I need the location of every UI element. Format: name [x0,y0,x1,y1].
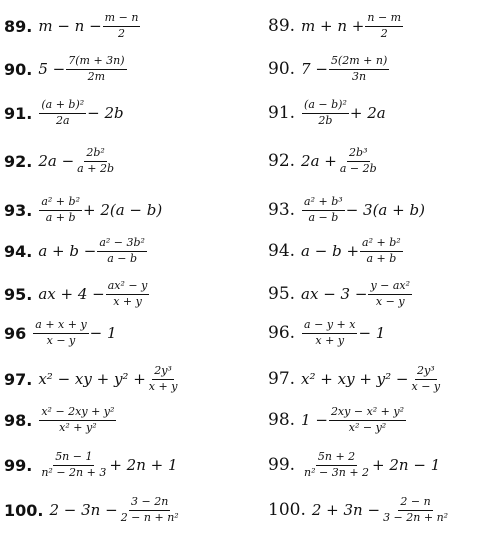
denominator: a + b [366,251,397,265]
problem-number: 90. [4,59,33,79]
expression-term: ax + 4 − [38,285,105,303]
numerator: y − ax² [368,280,412,294]
expression-term: − 1 [89,324,117,342]
problem-number: 93. [268,200,296,220]
fraction [410,365,443,392]
denominator: x − y [46,333,76,347]
expression [301,237,404,264]
problem-row [4,12,141,40]
numerator: a² + b² [39,196,82,210]
fraction [302,451,371,478]
numerator: m − n [103,12,141,26]
numerator: ax² − y [106,280,150,294]
expression-term: 2 − 3n − [49,501,118,519]
fraction [66,55,126,82]
expression-term: m + n + [301,17,365,35]
problem-number: 98. [268,410,296,430]
problem-number: 94. [4,241,33,261]
fraction [119,496,181,523]
denominator: a − b [107,251,138,265]
expression-term: 1 − [301,411,328,429]
numerator: a² − 3b² [97,237,147,251]
expression [301,55,390,82]
numerator: 2 − n [398,496,432,510]
problem-row [268,319,385,347]
problem-row [4,237,148,265]
problem-number: 89. [4,16,33,36]
fraction [75,147,116,174]
fraction [338,147,379,174]
numerator: (a − b)² [302,99,349,113]
numerator: (a + b)² [39,99,86,113]
problem-row [4,99,124,127]
numerator: 7(m + 3n) [66,55,126,69]
expression [312,496,451,523]
denominator: x + y [113,294,142,308]
problem-row [4,196,162,224]
fraction [381,496,450,523]
fraction [103,12,141,39]
problem-row [268,406,407,434]
numerator: a − y + x [302,319,357,333]
expression-term: 7 − [301,60,328,78]
problem-row [268,496,451,524]
fraction [365,12,403,39]
denominator: 2 [118,26,126,40]
problem-number: 90. [268,59,296,79]
expression-term: + 2n − 1 [372,456,441,474]
expression-term: 2a − [38,152,75,170]
problem-row [4,319,117,347]
expression [38,451,177,478]
problem-row [268,237,404,265]
problem-row [4,406,117,434]
denominator: 2m [87,69,106,83]
problem-row [268,280,413,308]
problem-row [4,365,180,393]
denominator: x + y [148,379,178,393]
problem-row [268,147,380,175]
expression [301,451,440,478]
problem-number: 96 [4,323,27,343]
problem-number: 96. [268,323,296,343]
numerator: 2b³ [347,147,369,161]
problem-row [268,55,390,83]
expression [38,196,162,223]
numerator: 2y³ [152,365,174,379]
expression [38,237,148,264]
problem-row [268,365,443,393]
denominator: a − b [308,210,339,224]
denominator: x − y [375,294,405,308]
fraction [302,319,357,346]
expression-term: + 2a [349,104,386,122]
denominator: 2 − n + n² [120,510,179,524]
denominator: x + y [315,333,345,347]
problem-number: 92. [268,151,296,171]
expression [32,319,116,346]
expression [38,99,123,126]
fraction [97,237,147,264]
fraction [39,406,116,433]
numerator: 3 − 2n [129,496,170,510]
numerator: 2xy − x² + y² [329,406,406,420]
problem-row [4,451,178,479]
fraction [106,280,150,307]
numerator: 5n − 1 [53,451,94,465]
numerator: 5(2m + n) [329,55,389,69]
expression-term: − 2b [87,104,124,122]
numerator: 2b² [84,147,106,161]
numerator: a² + b³ [302,196,345,210]
fraction [302,196,345,223]
expression [38,147,117,174]
expression-term: − 3(a + b) [345,201,425,219]
fraction [33,319,88,346]
problem-number: 99. [268,455,296,475]
expression-term: a + b − [38,242,97,260]
problem-row [4,55,128,83]
problem-number: 91. [4,103,33,123]
expression-term: + 2n + 1 [109,456,178,474]
denominator: x − y [411,379,441,393]
fraction [329,406,406,433]
problem-number: 92. [4,151,33,171]
numerator: x² − 2xy + y² [39,406,116,420]
fraction [39,99,86,126]
expression [38,365,180,392]
problem-number: 94. [268,241,296,261]
denominator: 2 [380,26,388,40]
expression-term: a − b + [301,242,360,260]
expression [38,280,150,307]
problem-number: 91. [268,103,296,123]
problem-number: 99. [4,455,33,475]
expression [301,147,380,174]
fraction [39,196,82,223]
problem-row [268,451,440,479]
fraction [39,451,108,478]
fraction [368,280,412,307]
problem-number: 97. [4,369,33,389]
problem-number: 95. [268,284,296,304]
expression-term: 5 − [38,60,66,78]
numerator: n − m [365,12,403,26]
problem-number: 98. [4,410,33,430]
fraction [147,365,180,392]
expression-term: m − n − [38,17,102,35]
expression [38,12,141,39]
denominator: x² + y² [59,420,97,434]
expression-term: 2a + [301,152,337,170]
expression-term: x² − xy + y² + [38,370,146,388]
expression [49,496,181,523]
expression [301,406,407,433]
fraction [329,55,389,82]
expression-term: ax − 3 − [301,285,368,303]
fraction [360,237,403,264]
denominator: x² − y² [348,420,387,434]
numerator: 2y³ [415,365,437,379]
expression [301,365,443,392]
problem-number: 100. [268,500,306,520]
problem-row [4,147,117,175]
expression-term: x² + xy + y² − [301,370,409,388]
denominator: n² − 2n + 3 [41,465,107,479]
expression [301,280,413,307]
problem-number: 97. [268,369,296,389]
problem-row [268,99,386,127]
problem-row [268,12,404,40]
numerator: a² + b² [360,237,403,251]
denominator: 3n [352,69,367,83]
expression-term: − 1 [358,324,386,342]
expression [301,12,404,39]
denominator: 3 − 2n + n² [383,510,449,524]
expression [301,196,425,223]
expression-term: + 2(a − b) [82,201,163,219]
fraction [302,99,349,126]
numerator: 5n + 2 [316,451,357,465]
problem-number: 100. [4,500,44,520]
denominator: 2b [318,113,333,127]
denominator: 2a [55,113,70,127]
problem-number: 89. [268,16,296,36]
numerator: a + x + y [33,319,88,333]
problem-number: 93. [4,200,33,220]
expression [38,55,127,82]
expression [301,319,385,346]
problem-row [4,280,150,308]
problem-number: 95. [4,284,33,304]
denominator: a − 2b [339,161,377,175]
expression-term: 2 + 3n − [311,501,381,519]
problem-row [4,496,182,524]
expression [301,99,386,126]
expression [38,406,117,433]
problem-row [268,196,425,224]
denominator: n² − 3n + 2 [304,465,370,479]
denominator: a + b [45,210,76,224]
denominator: a + 2b [77,161,114,175]
